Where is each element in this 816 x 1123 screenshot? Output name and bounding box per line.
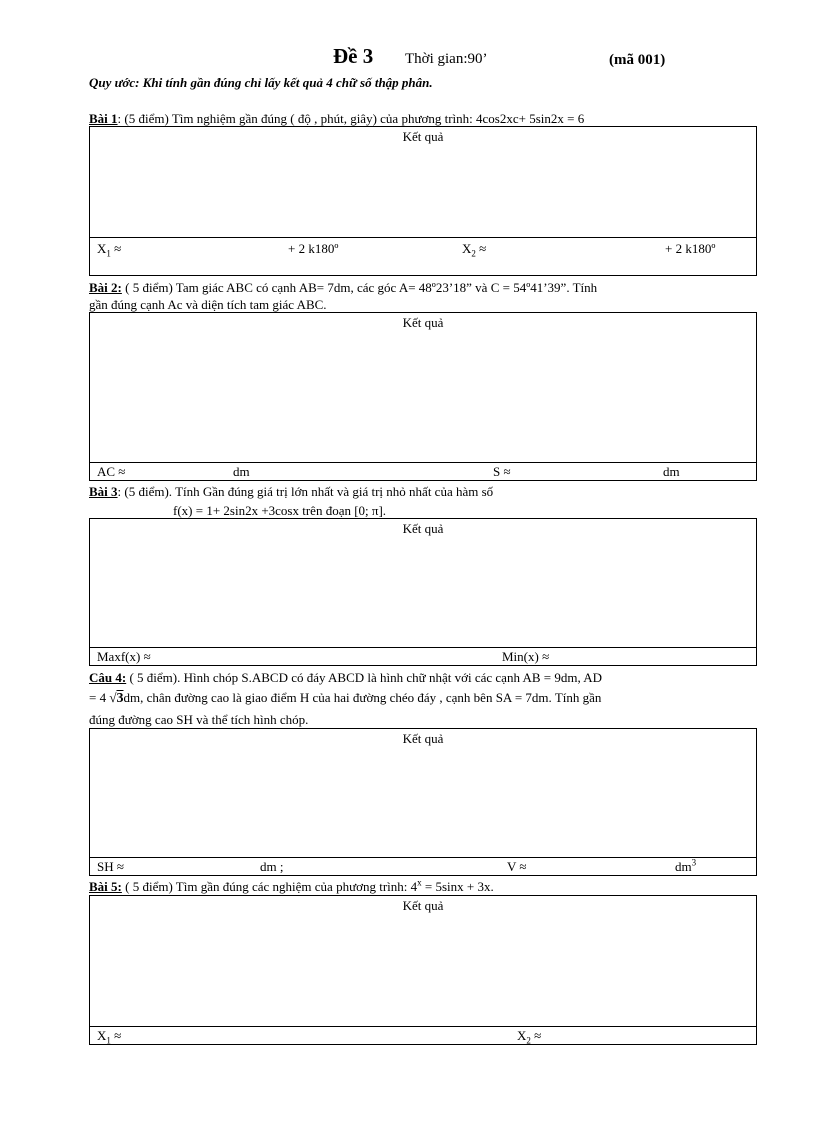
- x1-answer[interactable]: $X_1$ ≈: [97, 1028, 122, 1046]
- ac-answer[interactable]: AC ≈: [97, 464, 126, 479]
- problem-4-text-line2: = 4 √3dm, chân đường cao là giao điểm H của hai đường chéo đáy , cạnh bên SA = 7dm. Tính gần: [89, 690, 602, 706]
- x2-answer[interactable]: $X_2$ ≈: [517, 1028, 542, 1046]
- s-unit: dm: [663, 464, 680, 479]
- result-label: Kết quả: [402, 731, 444, 746]
- ac-unit: dm: [233, 464, 250, 479]
- result-label: Kết quả: [402, 898, 444, 913]
- problem-3-label: Bài 3: [89, 484, 118, 499]
- result-label: Kết quả: [402, 129, 444, 144]
- v-answer[interactable]: V ≈: [507, 859, 527, 874]
- x2-period: + 2 k180º: [665, 241, 716, 256]
- sqrt-symbol: √3: [109, 690, 124, 706]
- exam-title: Đề 3: [333, 44, 374, 68]
- problem-5-label: Bài 5:: [89, 879, 122, 894]
- problem-3-answer-row: [90, 647, 756, 665]
- problem-4-text-line1: ( 5 điểm). Hình chóp S.ABCD có đáy ABCD là hình chữ nhật với các cạnh AB = 9dm, AD: [126, 670, 603, 685]
- problem-1-label: Bài 1: [89, 111, 118, 126]
- problem-4-answer-box: [89, 728, 757, 876]
- x1-answer[interactable]: $X_1$ ≈: [97, 241, 122, 259]
- problem-2-answer-box: [89, 312, 757, 481]
- problem-3-function: f(x) = 1+ 2sin2x +3cosx trên đoạn [0; π].: [173, 503, 387, 518]
- problem-2-answer-row: [90, 462, 756, 480]
- s-answer[interactable]: S ≈: [493, 464, 511, 479]
- sh-answer[interactable]: SH ≈: [97, 859, 125, 874]
- problem-4-answer-row: [90, 857, 756, 875]
- problem-1-text: : (5 điểm) Tìm nghiệm gần đúng ( độ , phút, giây) của phương trình: 4cos2xc+ 5sin2x = 6: [117, 111, 585, 126]
- problem-1-statement: [89, 111, 584, 126]
- exam-time: Thời gian:90’: [405, 51, 488, 67]
- problem-4-statement: [89, 670, 602, 685]
- convention-note: Quy ước: Khi tính gần đúng chỉ lấy kết quả 4 chữ số thập phân.: [89, 75, 433, 90]
- problem-2-text-line2: gần đúng cạnh Ac và diện tích tam giác ABC.: [89, 297, 327, 312]
- problem-3-statement: [89, 484, 493, 499]
- problem-1-answer-box: [89, 126, 757, 276]
- min-answer[interactable]: Min(x) ≈: [502, 649, 550, 664]
- problem-5-answer-row: [90, 1026, 756, 1044]
- max-answer[interactable]: Maxf(x) ≈: [97, 649, 151, 664]
- sh-unit: dm ;: [260, 859, 284, 874]
- exam-code: (mã 001): [609, 52, 666, 68]
- problem-4-label: Câu 4:: [89, 670, 127, 685]
- problem-5-answer-box: [89, 895, 757, 1045]
- problem-5-statement: Bài 5: ( 5 điểm) Tìm gần đúng các nghiệm của phương trình: $4^x = 5\sin x + 3x$.: [89, 877, 494, 894]
- v-unit: $dm^3$: [675, 857, 697, 874]
- problem-2-text-line1: ( 5 điểm) Tam giác ABC có cạnh AB= 7dm, các góc A= 48º23’18” và C = 54º41’39”. Tính: [121, 280, 598, 295]
- problem-3-answer-box: [89, 518, 757, 666]
- problem-2-label: Bài 2:: [89, 280, 122, 295]
- result-label: Kết quả: [402, 521, 444, 536]
- problem-3-text-line1: : (5 điểm). Tính Gần đúng giá trị lớn nhất và giá trị nhỏ nhất của hàm số: [117, 484, 494, 499]
- problem-2-statement: [89, 280, 597, 295]
- problem-1-answer-row: [90, 237, 756, 275]
- problem-4-text-line3: đúng đường cao SH và thể tích hình chóp.: [89, 712, 309, 727]
- x1-period: + 2 k180º: [288, 241, 339, 256]
- result-label: Kết quả: [402, 315, 444, 330]
- x2-answer[interactable]: $X_2$ ≈: [462, 241, 487, 259]
